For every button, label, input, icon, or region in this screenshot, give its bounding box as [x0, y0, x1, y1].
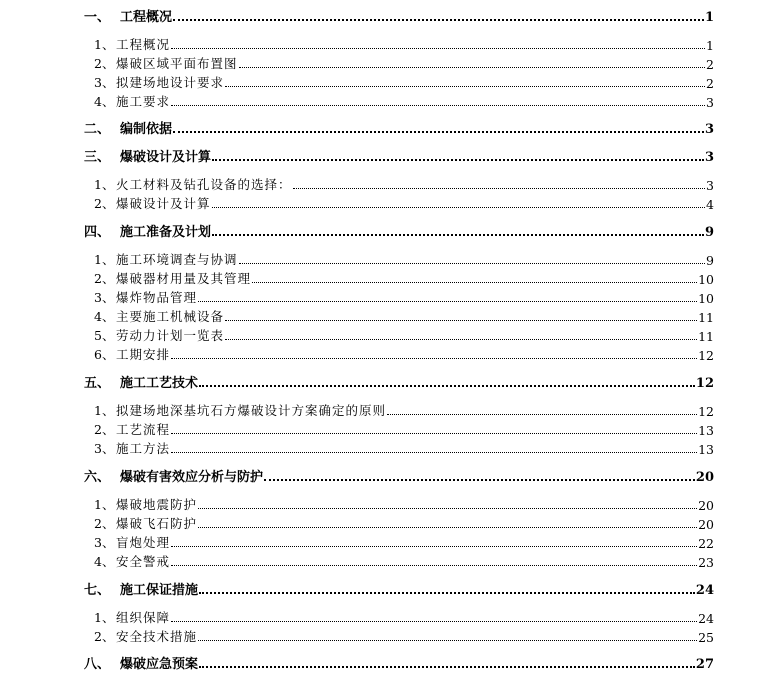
toc-subsection-entry[interactable]: [84, 248, 714, 268]
toc-section-entry[interactable]: [84, 578, 714, 598]
toc-page-number: 3: [704, 122, 714, 137]
toc-entry-number: 三、: [84, 150, 111, 165]
toc-leader-dots: [293, 188, 705, 189]
toc-leader-dots: [171, 621, 697, 622]
toc-leader-dots: [198, 640, 697, 641]
toc-page-number: 3: [704, 150, 714, 165]
toc-page-number: 20: [698, 517, 714, 532]
toc-leader-dots: [171, 48, 705, 49]
toc-leader-dots: [198, 508, 697, 509]
toc-leader-dots: [171, 433, 697, 434]
toc-page-number: 20: [698, 498, 714, 513]
toc-leader-dots: [225, 339, 697, 340]
toc-entry-number: 2、: [94, 56, 115, 71]
toc-entry-title: 爆破设计及计算: [116, 196, 211, 211]
toc-entry-title: 爆破地震防护: [116, 497, 198, 512]
toc-leader-dots: [225, 320, 697, 321]
toc-entry-title: 工程概况: [116, 37, 171, 52]
toc-subsection-entry[interactable]: [84, 324, 714, 344]
toc-entry-number: 2、: [94, 422, 115, 437]
toc-subsection-entry[interactable]: [84, 52, 714, 72]
toc-page-number: 24: [695, 583, 714, 598]
toc-entry-title: 主要施工机械设备: [116, 309, 225, 324]
toc-entry-number: 四、: [84, 225, 111, 240]
toc-entry-title: 施工方法: [116, 441, 171, 456]
toc-leader-dots: [198, 527, 697, 528]
toc-page-number: 12: [698, 404, 714, 419]
toc-leader-dots: [171, 546, 697, 547]
toc-entry-title: 盲炮处理: [116, 535, 171, 550]
toc-entry-number: 二、: [84, 122, 111, 137]
toc-entry-title: 爆破设计及计算: [120, 150, 212, 165]
toc-subsection-entry[interactable]: [84, 267, 714, 287]
toc-entry-number: 六、: [84, 470, 111, 485]
toc-page-number: 1: [704, 10, 714, 25]
toc-page-number: 11: [698, 310, 714, 325]
toc-leader-dots: [171, 565, 697, 566]
toc-subsection-entry[interactable]: [84, 192, 714, 212]
toc-entry-title: 工程概况: [120, 10, 173, 25]
toc-leader-dots: [212, 234, 704, 236]
toc-leader-dots: [173, 19, 704, 21]
toc-leader-dots: [225, 86, 705, 87]
toc-entry-number: 2、: [94, 196, 115, 211]
toc-leader-dots: [212, 159, 704, 161]
toc-entry-title: 火工材料及钻孔设备的选择：: [116, 177, 292, 192]
toc-section-entry[interactable]: [84, 5, 714, 25]
toc-entry-title: 拟建场地深基坑石方爆破设计方案确定的原则: [116, 403, 387, 418]
toc-entry-title: 施工准备及计划: [120, 225, 212, 240]
toc-page-number: 13: [698, 423, 714, 438]
toc-entry-number: 2、: [94, 516, 115, 531]
toc-entry-title: 编制依据: [120, 122, 173, 137]
toc-page-number: 27: [695, 657, 714, 672]
toc-page-number: 3: [706, 178, 714, 193]
toc-page-number: 10: [698, 272, 714, 287]
toc-entry-title: 爆破区域平面布置图: [116, 56, 238, 71]
toc-subsection-entry[interactable]: [84, 606, 714, 626]
toc-leader-dots: [199, 592, 695, 594]
toc-leader-dots: [173, 131, 704, 133]
toc-entry-number: 1、: [94, 610, 115, 625]
toc-entry-title: 安全技术措施: [116, 629, 198, 644]
toc-page-number: 22: [698, 536, 714, 551]
toc-page-number: 20: [695, 470, 714, 485]
toc-entry-number: 1、: [94, 403, 115, 418]
toc-page-number: 3: [706, 95, 714, 110]
toc-entry-title: 施工保证措施: [120, 583, 199, 598]
toc-leader-dots: [199, 666, 695, 668]
toc-leader-dots: [252, 282, 697, 283]
toc-entry-number: 八、: [84, 657, 111, 672]
toc-entry-title: 爆炸物品管理: [116, 290, 198, 305]
toc-subsection-entry[interactable]: [84, 437, 714, 457]
toc-page-number: 12: [698, 348, 714, 363]
toc-entry-number: 1、: [94, 497, 115, 512]
toc-entry-number: 6、: [94, 347, 115, 362]
toc-entry-title: 安全警戒: [116, 554, 171, 569]
toc-page-number: 25: [698, 630, 714, 645]
toc-subsection-entry[interactable]: [84, 286, 714, 306]
toc-entry-number: 3、: [94, 290, 115, 305]
toc-entry-title: 工期安排: [116, 347, 171, 362]
toc-section-entry[interactable]: [84, 465, 714, 485]
toc-subsection-entry[interactable]: [84, 343, 714, 363]
toc-leader-dots: [171, 105, 705, 106]
toc-page-number: 23: [698, 555, 714, 570]
toc-entry-number: 1、: [94, 177, 115, 192]
toc-entry-title: 拟建场地设计要求: [116, 75, 225, 90]
toc-page-number: 10: [698, 291, 714, 306]
toc-subsection-entry[interactable]: [84, 550, 714, 570]
toc-entry-number: 1、: [94, 37, 115, 52]
toc-section-entry[interactable]: [84, 652, 714, 672]
toc-page-number: 11: [698, 329, 714, 344]
toc-subsection-entry[interactable]: [84, 531, 714, 551]
toc-leader-dots: [264, 479, 695, 481]
toc-leader-dots: [199, 385, 695, 387]
toc-subsection-entry[interactable]: [84, 399, 714, 419]
toc-entry-number: 五、: [84, 376, 111, 391]
toc-entry-number: 2、: [94, 629, 115, 644]
toc-section-entry[interactable]: [84, 145, 714, 165]
toc-entry-title: 施工要求: [116, 94, 171, 109]
toc-leader-dots: [387, 414, 697, 415]
toc-entry-number: 七、: [84, 583, 111, 598]
toc-entry-number: 3、: [94, 535, 115, 550]
toc-page-number: 4: [706, 197, 714, 212]
toc-subsection-entry[interactable]: [84, 418, 714, 438]
toc-entry-title: 爆破应急预案: [120, 657, 199, 672]
toc-subsection-entry[interactable]: [84, 305, 714, 325]
toc-page-number: 9: [706, 253, 714, 268]
toc-entry-title: 组织保障: [116, 610, 171, 625]
toc-page-number: 9: [704, 225, 714, 240]
toc-entry-number: 5、: [94, 328, 115, 343]
toc-page-number: 1: [706, 38, 714, 53]
toc-subsection-entry[interactable]: [84, 625, 714, 645]
toc-subsection-entry[interactable]: [84, 173, 714, 193]
toc-entry-title: 爆破有害效应分析与防护: [120, 470, 264, 485]
toc-entry-number: 1、: [94, 252, 115, 267]
toc-entry-title: 施工工艺技术: [120, 376, 199, 391]
toc-subsection-entry[interactable]: [84, 493, 714, 513]
toc-page-number: 24: [698, 611, 714, 626]
toc-subsection-entry[interactable]: [84, 90, 714, 110]
toc-entry-number: 3、: [94, 441, 115, 456]
toc-entry-title: 劳动力计划一览表: [116, 328, 225, 343]
toc-leader-dots: [171, 358, 697, 359]
toc-entry-title: 施工环境调查与协调: [116, 252, 238, 267]
toc-leader-dots: [212, 207, 705, 208]
toc-page-number: 2: [706, 76, 714, 91]
toc-page-number: 12: [695, 376, 714, 391]
toc-entry-number: 3、: [94, 75, 115, 90]
toc-entry-number: 2、: [94, 271, 115, 286]
toc-section-entry[interactable]: [84, 220, 714, 240]
toc-entry-title: 爆破器材用量及其管理: [116, 271, 252, 286]
toc-leader-dots: [198, 301, 697, 302]
toc-leader-dots: [239, 263, 705, 264]
toc-section-entry[interactable]: [84, 117, 714, 137]
toc-subsection-entry[interactable]: [84, 512, 714, 532]
toc-entry-number: 4、: [94, 94, 115, 109]
toc-entry-number: 4、: [94, 309, 115, 324]
toc-subsection-entry[interactable]: [84, 33, 714, 53]
toc-page-number: 13: [698, 442, 714, 457]
toc-leader-dots: [171, 452, 697, 453]
toc-page-number: 2: [706, 57, 714, 72]
toc-subsection-entry[interactable]: [84, 71, 714, 91]
toc-entry-number: 一、: [84, 10, 111, 25]
toc-entry-number: 4、: [94, 554, 115, 569]
toc-leader-dots: [239, 67, 705, 68]
toc-entry-title: 工艺流程: [116, 422, 171, 437]
toc-section-entry[interactable]: [84, 371, 714, 391]
toc-entry-title: 爆破飞石防护: [116, 516, 198, 531]
